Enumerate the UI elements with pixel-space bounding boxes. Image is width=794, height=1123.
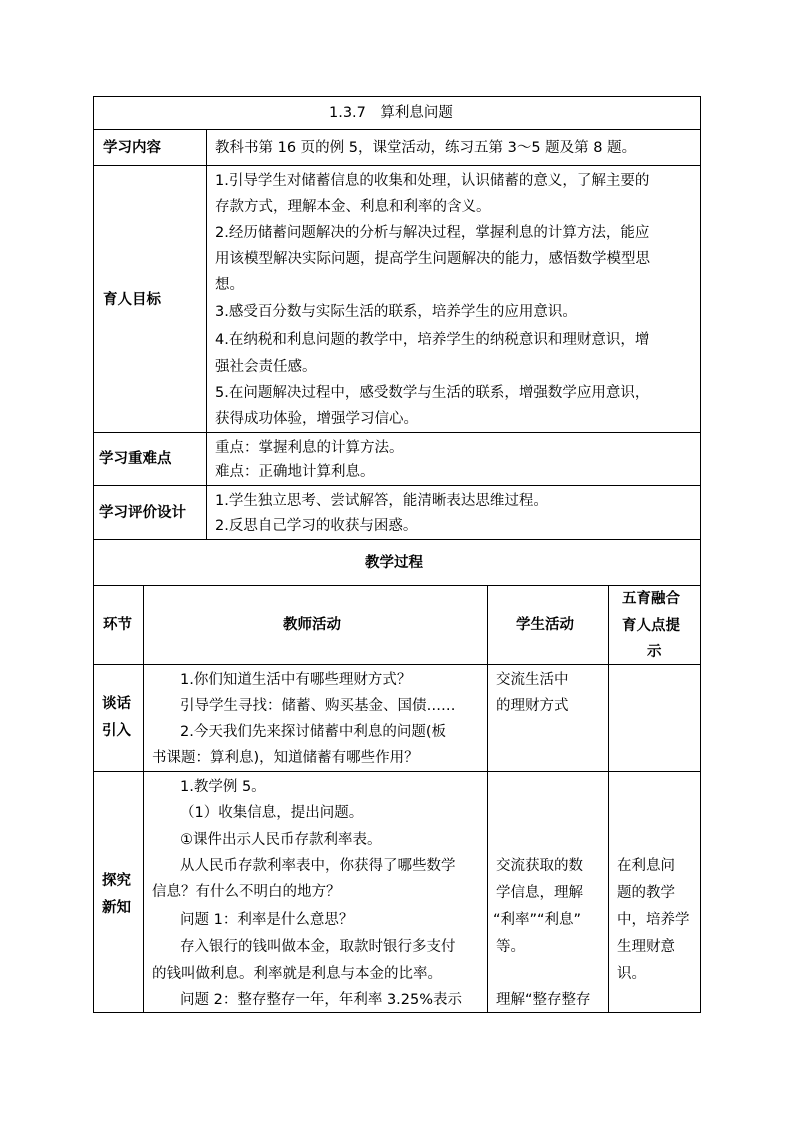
explore-teacher-line: 存入银行的钱叫做本金，取款时银行多支付	[180, 939, 456, 955]
row-divider	[93, 485, 701, 486]
lesson-title: 1.3.7 算利息问题	[329, 105, 453, 121]
row-divider	[93, 771, 701, 772]
content-label: 学习内容	[103, 140, 161, 156]
intro-stage: 引入	[102, 723, 131, 739]
goals-line: 5.在问题解决过程中，感受数学与生活的联系，增强数学应用意识，	[215, 385, 650, 401]
row-divider	[93, 664, 701, 665]
explore-teacher-line: 问题 1：利率是什么意思？	[180, 912, 354, 928]
row-divider	[93, 165, 701, 166]
keypoints-label: 学习重难点	[99, 451, 172, 467]
keypoints-line: 难点：正确地计算利息。	[215, 464, 375, 480]
explore-teacher-line: 问题 2：整存整存一年，年利率 3.25%表示	[180, 992, 463, 1008]
col-divider	[143, 585, 144, 1013]
explore-fusion-line: 题的教学	[617, 885, 675, 901]
explore-student-line: 等。	[496, 939, 525, 955]
header-fusion: 五育融合	[622, 591, 680, 607]
table-border-left	[93, 96, 94, 1013]
col-divider	[206, 129, 207, 539]
evaluation-line: 2.反思自己学习的收获与困惑。	[215, 518, 418, 534]
content-text: 教科书第 16 页的例 5，课堂活动，练习五第 3～5 题及第 8 题。	[215, 140, 637, 156]
col-divider	[608, 585, 609, 1013]
explore-fusion-line: 中，培养学	[617, 912, 690, 928]
intro-stage: 谈话	[102, 696, 131, 712]
col-divider	[487, 585, 488, 1013]
header-fusion: 育人点提	[622, 618, 680, 634]
row-divider	[93, 129, 701, 130]
intro-student-line: 的理财方式	[496, 698, 569, 714]
goals-line: 强社会责任感。	[215, 359, 317, 375]
explore-fusion-line: 生理财意	[617, 939, 675, 955]
goals-line: 存款方式，理解本金、利息和利率的含义。	[215, 199, 491, 215]
goals-line: 4.在纳税和利息问题的教学中，培养学生的纳税意识和理财意识，增	[215, 332, 650, 348]
evaluation-line: 1.学生独立思考、尝试解答，能清晰表达思维过程。	[215, 493, 548, 509]
intro-teacher-line: 引导学生寻找：储蓄、购买基金、国债……	[180, 698, 456, 714]
goals-line: 3.感受百分数与实际生活的联系，培养学生的应用意识。	[215, 304, 577, 320]
evaluation-label: 学习评价设计	[99, 505, 186, 521]
explore-teacher-line: （1）收集信息，提出问题。	[180, 805, 364, 821]
row-divider	[93, 539, 701, 540]
explore-teacher-line: 从人民币存款利率表中，你获得了哪些数学	[180, 858, 456, 874]
table-border-bottom	[93, 1012, 701, 1013]
explore-fusion-line: 识。	[617, 966, 646, 982]
intro-teacher-line: 2.今天我们先来探讨储蓄中利息的问题(板	[180, 724, 446, 740]
header-student: 学生活动	[516, 617, 574, 633]
goals-label: 育人目标	[103, 292, 161, 308]
explore-student-line: 交流获取的数	[496, 858, 583, 874]
explore-stage: 探究	[102, 873, 131, 889]
goals-line: 用该模型解决实际问题，提高学生问题解决的能力，感悟数学模型思	[215, 251, 650, 267]
explore-student-line: 理解“整存整存	[496, 992, 591, 1008]
explore-teacher-line: 信息？有什么不明白的地方？	[152, 884, 341, 900]
goals-line: 想。	[215, 277, 244, 293]
goals-line: 2.经历储蓄问题解决的分析与解决过程，掌握利息的计算方法，能应	[215, 225, 650, 241]
explore-teacher-line: ①课件出示人民币存款利率表。	[180, 832, 382, 848]
table-border-top	[93, 96, 701, 97]
explore-teacher-line: 的钱叫做利息。利率就是利息与本金的比率。	[152, 966, 442, 982]
goals-line: 获得成功体验，增强学习信心。	[215, 411, 418, 427]
explore-fusion-line: 在利息问	[617, 858, 675, 874]
header-stage: 环节	[103, 617, 132, 633]
row-divider	[93, 585, 701, 586]
explore-student-line: 学信息，理解	[496, 885, 583, 901]
intro-teacher-line: 1.你们知道生活中有哪些理财方式？	[180, 672, 412, 688]
intro-student-line: 交流生活中	[496, 672, 569, 688]
goals-line: 1.引导学生对储蓄信息的收集和处理，认识储蓄的意义，了解主要的	[215, 173, 650, 189]
intro-teacher-line: 书课题：算利息)，知道储蓄有哪些作用？	[152, 750, 419, 766]
process-title: 教学过程	[365, 555, 423, 571]
explore-student-line: “利率”“利息”	[493, 912, 582, 928]
explore-teacher-line: 1.教学例 5。	[180, 779, 266, 795]
header-teacher: 教师活动	[283, 617, 341, 633]
row-divider	[93, 432, 701, 433]
keypoints-line: 重点：掌握利息的计算方法。	[215, 440, 404, 456]
explore-stage: 新知	[102, 900, 131, 916]
header-fusion: 示	[647, 644, 662, 660]
table-border-right	[700, 96, 701, 1013]
